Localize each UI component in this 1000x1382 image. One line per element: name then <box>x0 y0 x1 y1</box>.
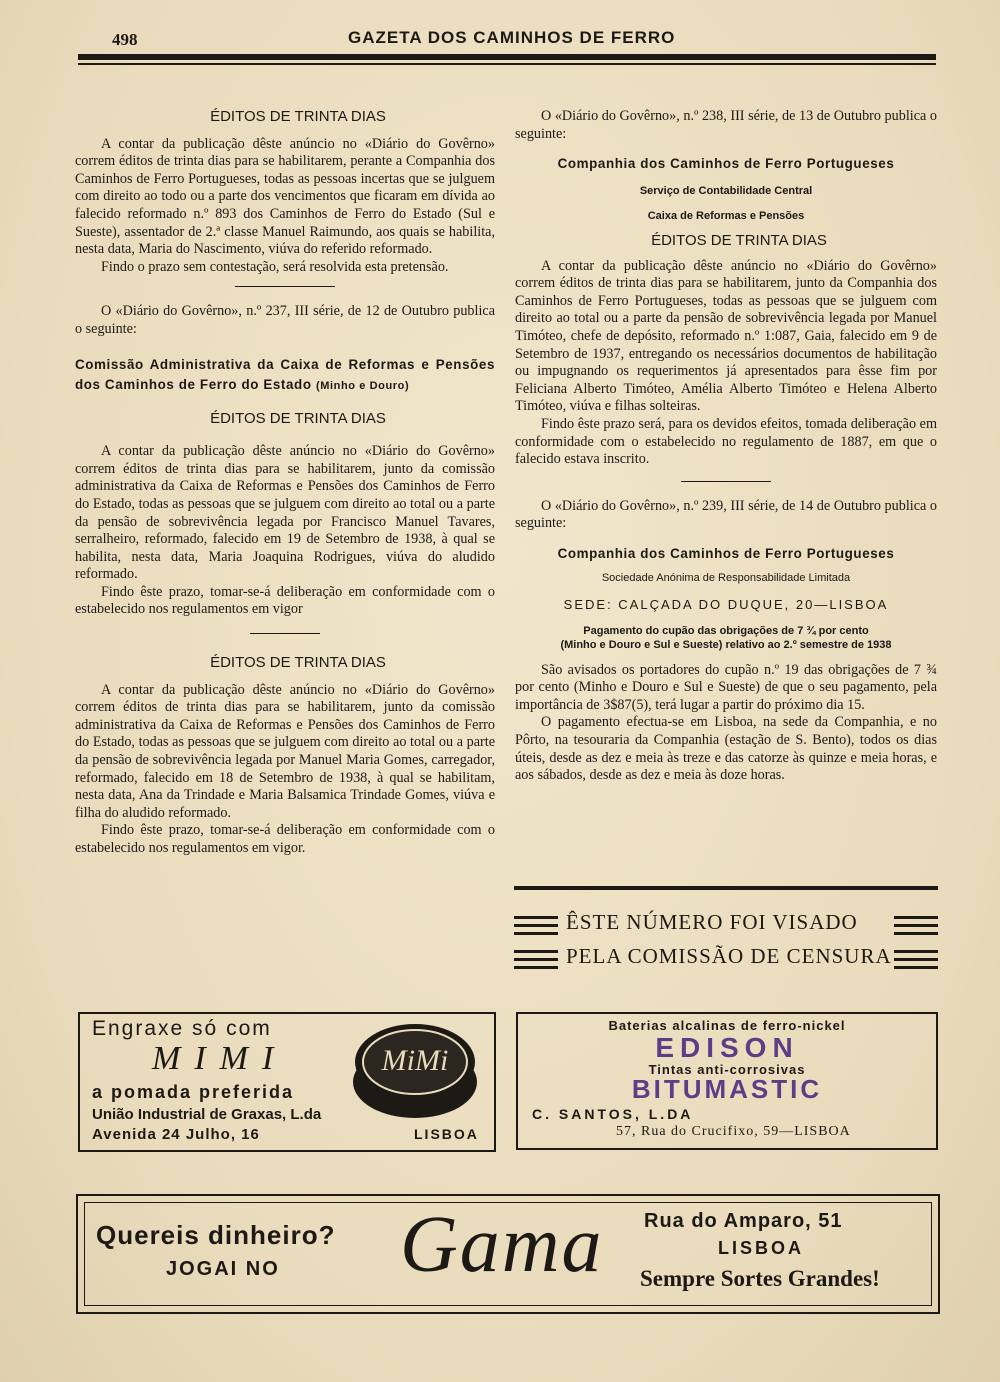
ad-city: LISBOA <box>414 1126 479 1142</box>
ad-brand: BITUMASTIC <box>631 1074 823 1104</box>
paragraph: Findo o prazo sem contestação, será resolvida esta pretensão. <box>101 258 449 275</box>
ad-brand: Gama <box>400 1201 604 1289</box>
paragraph: O «Diário do Govêrno», n.º 237, III série, de 12 de Outubro publica o seguinte: <box>75 303 495 337</box>
header-rule-thin <box>78 63 936 65</box>
ad-text: Quereis dinheiro? <box>96 1220 336 1250</box>
payment-title: Pagamento do cupão das obrigações de 7 ¾ por cento <box>583 624 869 637</box>
paragraph: Findo êste prazo será, para os devidos efeitos, tomada deliberação em conformidade com o estabelecido no regulamento de 1887, em que o falecido estava inscrito. <box>515 415 937 468</box>
decorative-bars-icon <box>894 950 938 974</box>
organization-name <box>75 355 495 396</box>
censor-rule <box>514 886 938 890</box>
separator <box>235 286 335 287</box>
decorative-bars-icon <box>514 916 558 940</box>
decorative-bars-icon <box>894 916 938 940</box>
organization-text: Comissão Administrativa da Caixa de Reformas e Pensões dos Caminhos de Ferro do Estado <box>75 356 495 392</box>
paragraph: A contar da publicação dêste anúncio no «Diário do Govêrno» correm éditos de trinta dias para se habilitarem, junto da comissão administrativa da Caixa de Reformas e Pensões dos Caminhos de Ferro do Estado, todas as pessoas que se julguem com direito ao total ou a parte da pensão de sobrevivência legada por Manuel Maria Gomes, carregador, reformado, falecido em 18 de Setembro de 1938, à qual se habilitam, nesta data, Ana da Trindade e Maria Balsamica Trindade Gomes, viúva e filha do aludido reformado. <box>75 681 495 821</box>
left-column <box>75 108 495 858</box>
ad-gama <box>76 1194 940 1314</box>
organization-tail: (Minho e Douro) <box>315 379 410 392</box>
paragraph: Findo êste prazo, tomar-se-á deliberação em conformidade com o estabelecido nos regulamentos em vigor <box>75 583 495 618</box>
separator <box>250 633 320 634</box>
paragraph: A contar da publicação dêste anúncio no «Diário do Govêrno» correm éditos de trinta dias para se habilitarem, junto da comissão administrativa da Caixa de Reformas e Pensões dos Caminhos de Ferro do Estado, todas as pessoas que se julguem com direito ao total ou a parte da pensão de sobrevivência legada por Francisco Manuel Tavares, serralheiro, reformado, falecido em 19 de Setembro de 1938, à qual se habilita, nesta data, Maria Joaquina Rodrigues, viúva do aludido reformado. <box>75 443 495 583</box>
ad-city: LISBOA <box>718 1238 805 1258</box>
ad-brand: EDISON <box>655 1032 799 1063</box>
company-type: Sociedade Anónima de Responsabilidade Limitada <box>601 572 851 585</box>
payment-title: (Minho e Douro e Sul e Sueste) relativo ao 2.º semestre de 1938 <box>560 638 892 651</box>
paragraph: Findo êste prazo, tomar-se-á deliberação em conformidade com o estabelecido nos regulamentos em vigor. <box>75 822 495 856</box>
page-number: 498 <box>112 30 138 49</box>
ad-company: União Industrial de Graxas, L.da <box>92 1106 322 1123</box>
tin-logo-text: MiMi <box>381 1044 449 1077</box>
ad-text: Tintas anti-corrosivas <box>648 1062 806 1077</box>
paragraph: O «Diário do Govêrno», n.º 238, III série, de 13 de Outubro publica o seguinte: <box>515 108 937 142</box>
ad-brand: MIMI <box>152 1040 288 1077</box>
right-column <box>515 108 937 785</box>
censor-line: PELA COMISSÃO DE CENSURA <box>566 944 892 968</box>
paragraph: A contar da publicação dêste anúncio no «Diário do Govêrno» correm éditos de trinta dias para se habilitarem, junto da Companhia dos Caminhos de Ferro Portugueses, todas as pessoas que se julguem com direito ao total ou a parte da pensão de sobrevivência legada por Manuel Timóteo, chefe de depósito, reformado n.º 1:087, Gaia, falecido em 9 de Setembro de 1937, entregando os necessários documentos de habilitação ou impugnando os requerimentos já apresentados para êsse fim por Feliciana Alberto Timóteo, Amélia Alberto Timóteo e Helena Alberto Timóteo, viúva e filhas solteiras. <box>515 257 937 415</box>
ad-mimi <box>78 1012 496 1152</box>
ad-text: a pomada preferida <box>92 1082 295 1102</box>
ad-company: C. SANTOS, L.DA <box>532 1106 694 1122</box>
section-heading: ÉDITOS DE TRINTA DIAS <box>651 231 827 249</box>
separator <box>681 481 771 482</box>
polish-tin-icon <box>348 1018 482 1122</box>
decorative-bars-icon <box>514 950 558 974</box>
section-heading: ÉDITOS DE TRINTA DIAS <box>210 409 386 427</box>
censor-notice <box>514 906 938 970</box>
ad-address: Avenida 24 Julho, 16 <box>92 1126 260 1143</box>
ad-address: 57, Rua do Crucifixo, 59—LISBOA <box>616 1124 851 1139</box>
section-heading: ÉDITOS DE TRINTA DIAS <box>210 654 386 672</box>
paragraph: São avisados os portadores do cupão n.º 19 das obrigações de 7 ¾ por cento (Minho e Douro e Sul e Sueste) de que o seu pagamento, pela importância de 3$87(5), terá lugar a partir do próximo dia 15. <box>515 661 937 713</box>
department-name: Caixa de Reformas e Pensões <box>647 210 805 223</box>
ad-text: Sempre Sortes Grandes! <box>640 1266 880 1291</box>
header-rule <box>78 54 936 60</box>
ad-text: JOGAI NO <box>166 1258 280 1280</box>
company-address: SEDE: CALÇADA DO DUQUE, 20—LISBOA <box>563 597 889 613</box>
organization-name: Companhia dos Caminhos de Ferro Portugueses <box>557 545 895 561</box>
ad-text: Baterias alcalinas de ferro-nickel <box>608 1018 846 1033</box>
journal-title: GAZETA DOS CAMINHOS DE FERRO <box>348 28 676 47</box>
ad-text: Engraxe só com <box>92 1017 272 1040</box>
paragraph: O «Diário do Govêrno», n.º 239, III série, de 14 de Outubro publica o seguinte: <box>515 497 937 532</box>
organization-name: Companhia dos Caminhos de Ferro Portugueses <box>557 156 895 172</box>
department-name: Serviço de Contabilidade Central <box>639 184 813 197</box>
section-heading: ÉDITOS DE TRINTA DIAS <box>210 108 386 125</box>
paragraph: A contar da publicação dêste anúncio no «Diário do Govêrno» correm éditos de trinta dias para se habilitarem, perante a Companhia dos Caminhos de Ferro Portugueses, todas as pessoas incertas que se julguem com direito ao todo ou a parte dos vencimentos que ficaram em dívida ao falecido reformado n.º 893 dos Caminhos de Ferro do Estado (Sul e Sueste), assentador de 2.ª classe Manuel Raimundo, aos quais se habilita, nesta data, Maria do Nascimento, viúva do referido reformado. <box>75 135 495 258</box>
ad-address: Rua do Amparo, 51 <box>644 1210 843 1232</box>
censor-line: ÊSTE NÚMERO FOI VISADO <box>566 910 858 934</box>
ad-edison <box>516 1012 938 1150</box>
paragraph: O pagamento efectua-se em Lisboa, na sede da Companhia, e no Pôrto, na tesouraria da Companhia (estação de S. Bento), todos os dias úteis, desde as dez e meia às treze e das catorze às quinze e meia horas, e aos sábados, desde as dez e meia às doze horas. <box>515 714 937 784</box>
